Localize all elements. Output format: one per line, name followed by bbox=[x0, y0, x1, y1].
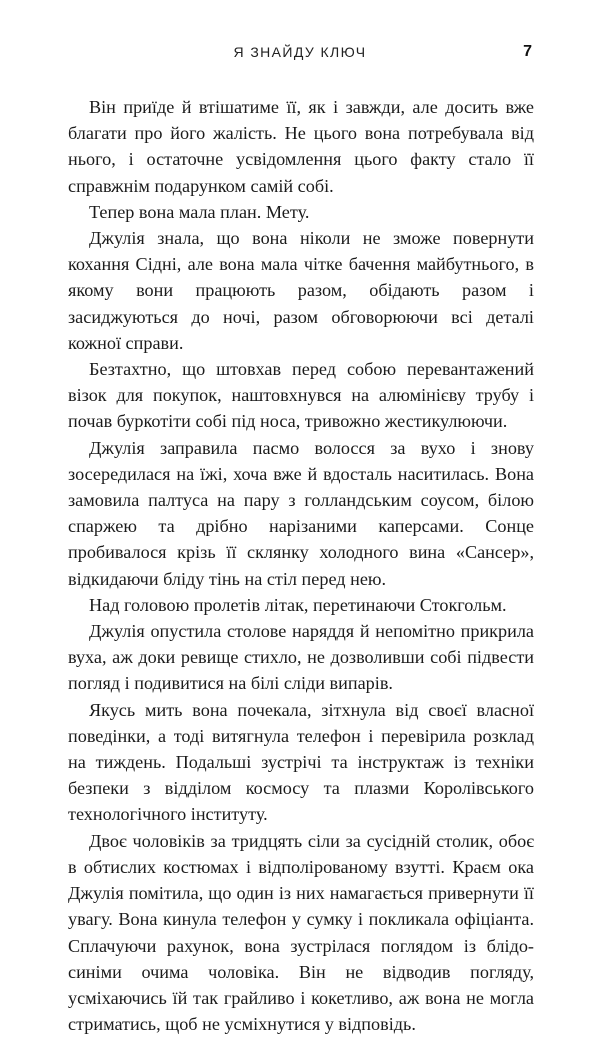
paragraph: Тепер вона мала план. Мету. bbox=[89, 201, 310, 222]
running-title: Я ЗНАЙДУ КЛЮЧ bbox=[233, 44, 367, 60]
body-text bbox=[68, 94, 534, 1037]
paragraph: Двоє чоловіків за тридцять сіли за сусідній столик, обоє в обтислих костюмах і відполірованому взутті. Краєм ока Джулія помітила, що один із них намагається привернути її увагу. Вона кинула телефон у сумку і покликала офіціанта. Сплачуючи рахунок, вона зустрілася поглядом із блідо-синіми очима чоловіка. Він не відводив погляду, усміхаючись їй так грайливо і кокетливо, аж вона не могла стриматись, щоб не усміхнутися у відповідь. bbox=[68, 830, 534, 1035]
paragraph: Джулія опустила столове наряддя й непомітно прикрила вуха, аж доки ревище стихло, не дозволивши собі підвести погляд і подивитися на білі сліди випарів. bbox=[68, 621, 534, 694]
paragraph: Над головою пролетів літак, перетинаючи Стокгольм. bbox=[89, 594, 507, 615]
paragraph: Джулія заправила пасмо волосся за вухо і знову зосередилася на їжі, хоча вже й вдосталь наситилась. Вона замовила палтуса на пару з голландським соусом, білою спаржею та дрібно нарізаними каперсами. Сонце пробивалося крізь її склянку холодного вина «Сансер», відкидаючи бліду тінь на стіл перед нею. bbox=[68, 437, 534, 589]
paragraph: Джулія знала, що вона ніколи не зможе повернути кохання Сідні, але вона мала чітке бачення майбутнього, в якому вони працюють разом, обідають разом і засиджуються до ночі, разом обговорюючи всі деталі кожної справи. bbox=[68, 228, 534, 353]
paragraph: Безтахтно, що штовхав перед собою перевантажений візок для покупок, наштовхнувся на алюмінієву трубу і почав буркотіти собі під носа, тривожно жестикулюючи. bbox=[68, 359, 534, 432]
paragraph: Якусь мить вона почекала, зітхнула від своєї власної поведінки, а тоді витягнула телефон і перевірила розклад на тиждень. Подальші зустрічі та інструктаж із техніки безпеки з відділом космосу та плазми Королівського технологічного інституту. bbox=[68, 699, 534, 825]
running-header bbox=[0, 44, 600, 68]
page-number: 7 bbox=[523, 43, 532, 60]
paragraph: Він приїде й втішатиме її, як і завжди, але досить вже благати про його жалість. Не цього вона потребувала від нього, і остаточне усвідомлення цього факту стало її справжнім подарунком самій собі. bbox=[68, 97, 534, 196]
